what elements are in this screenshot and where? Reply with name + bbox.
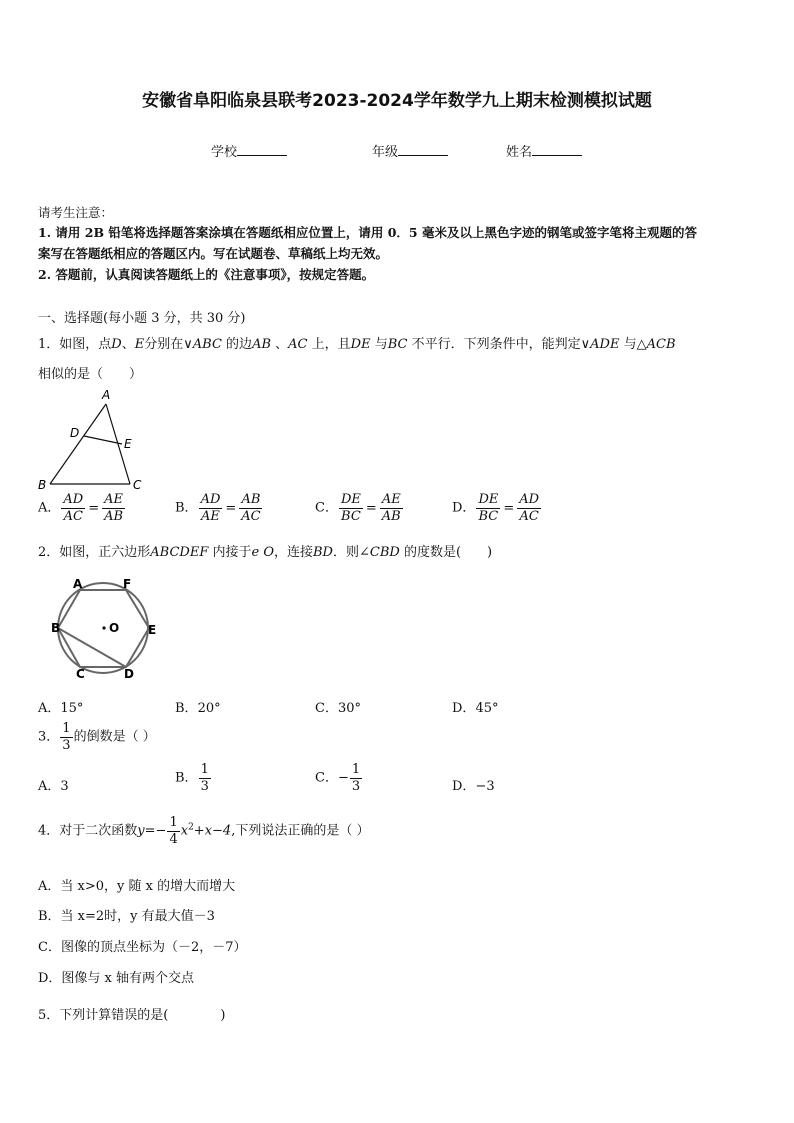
q4-option-d[interactable]: D．图像与 x 轴有两个交点 [38,971,195,986]
option-label: A． [38,701,61,716]
q4-text: ,下列说法正确的是（ ） [231,823,370,839]
label-e: E [148,623,157,637]
grade-label: 年级 [372,145,399,160]
q2-var: e O [251,545,274,560]
fraction: $\frac{AD}{AC}$ [519,492,540,524]
question-1-stem [38,333,676,352]
q1-text: 的边 [226,337,253,352]
fraction: $\frac{1}{3}$ [351,762,361,794]
question-1-line2: 相似的是（ ） [38,367,143,382]
q1-var: AC [288,337,308,352]
q1-text: 与 [623,337,637,352]
q2-text: 内接于 [212,545,252,560]
label-c: C [76,667,85,681]
q2-var: ∠CBD [359,545,400,560]
q2-option-c[interactable] [315,697,361,716]
section-heading: 一、选择题(每小题 3 分，共 30 分) [38,311,246,326]
option-label: B． [175,500,198,516]
label-d: D [70,426,80,440]
q2-text: 2．如图，正六边形 [38,545,151,560]
q1-option-c[interactable]: C． $\frac{DE}{BC}$ = $\frac{AE}{AB}$ [315,492,401,524]
school-blank [237,143,287,156]
q2-option-d[interactable] [452,697,498,716]
q2-var: ABCDEF [150,545,209,560]
option-text: −3 [475,779,495,794]
option-label: B． [175,701,198,716]
fraction: $\frac{1}{3}$ [62,721,71,753]
q4-exponent: 2 [188,822,194,833]
q1-text: 不平行．下列条件中，能判定 [411,337,581,352]
question-2-stem [38,541,492,560]
q1-var: ∨ABC [183,337,222,352]
q1-option-a[interactable]: A． $\frac{AD}{AC}$ = $\frac{AE}{AB}$ [38,492,124,524]
option-label: C． [315,770,338,786]
option-label: C． [315,500,338,516]
q1-option-d[interactable]: D． $\frac{DE}{BC}$ = $\frac{AD}{AC}$ [452,492,540,524]
q2-option-a[interactable] [38,697,83,716]
q3-text: 的倒数是（ ） [73,729,156,745]
label-a: A [102,388,111,402]
name-field [506,141,582,160]
option-label: A． [38,779,61,794]
center-point [102,626,105,629]
fraction: $\frac{AD}{AE}$ [200,492,221,524]
q2-text: ．则 [332,545,359,560]
fraction: $\frac{DE}{BC}$ [478,492,499,524]
fraction: $\frac{AE}{AB}$ [104,492,124,524]
hexagon-figure [48,574,164,684]
notes-line-2: 2. 答题前，认真阅读答题纸上的《注意事项》，按规定答题。 [38,267,375,282]
fraction: $\frac{AB}{AC}$ [241,492,261,524]
q1-text: 1．如图，点 [38,337,112,352]
q1-text: 、 [121,337,135,352]
q1-text: 、 [275,337,289,352]
q3-option-d[interactable] [452,775,495,794]
fraction: $\frac{AD}{AC}$ [63,492,84,524]
q2-text: 的度数是( ) [403,545,493,560]
q3-option-b[interactable] [175,763,212,793]
label-f: F [123,577,132,591]
q1-text: 分别在 [144,337,184,352]
notes-heading: 请考生注意： [38,205,114,220]
question-4-stem [38,816,369,846]
q1-var: D [111,337,122,352]
label-a: A [73,577,83,591]
q2-text: ，连接 [273,545,313,560]
q1-text: 与 [374,337,388,352]
label-c: C [133,478,142,492]
fraction: $\frac{DE}{BC}$ [340,492,361,524]
label-d: D [124,667,134,681]
school-field [211,141,287,160]
q1-text: 上，且 [311,337,351,352]
grade-blank [398,143,448,156]
option-text: 20° [197,701,221,716]
label-o: O [109,621,120,635]
q1-var: BC [387,337,408,352]
option-label: C． [315,701,338,716]
option-text: 30° [337,701,361,716]
name-blank [532,143,582,156]
q3-option-a[interactable] [38,775,69,794]
option-label: B． [175,770,198,786]
name-label: 姓名 [506,145,533,160]
grade-field [372,141,448,160]
q1-option-b[interactable]: B． $\frac{AD}{AE}$ = $\frac{AB}{AC}$ [175,492,261,524]
q2-option-b[interactable] [175,697,221,716]
q4-option-c[interactable]: C．图像的顶点坐标为（－2，－7） [38,940,247,955]
option-label: A． [38,500,61,516]
q3-text: 3． [38,729,60,745]
option-text: 45° [475,701,499,716]
school-label: 学校 [211,145,238,160]
option-text: 15° [60,701,84,716]
side-ab [50,404,106,484]
q3-option-c[interactable] [315,763,363,793]
option-text: 3 [60,779,69,794]
question-3-stem [38,722,156,752]
question-5-stem: 5．下列计算错误的是( ) [38,1008,226,1023]
q2-var: BD [313,545,333,560]
q1-var: ∨ADE [580,337,620,352]
page-title: 安徽省阜阳临泉县联考2023-2024学年数学九上期末检测模拟试题 [142,91,652,111]
label-b: B [51,621,61,635]
q4-option-a[interactable]: A．当 x>0，y 随 x 的增大而增大 [38,879,236,894]
triangle-figure [34,386,150,492]
fraction: $\frac{AE}{AB}$ [381,492,401,524]
notes-line-1a: 1. 请用 2B 铅笔将选择题答案涂填在答题纸相应位置上，请用 0．5 毫米及以上黑色字迹的钢笔或签字笔将主观题的答 [38,225,697,240]
option-label: D． [452,701,476,716]
q4-option-b[interactable]: B．当 x=2时，y 有最大值－3 [38,909,215,924]
q4-var: +x−4 [193,823,232,839]
fraction: $\frac{1}{4}$ [169,815,178,847]
q1-var: △ACB [636,337,676,352]
label-e: E [124,437,132,451]
notes-line-1b: 案写在答题纸相应的答题区内。写在试题卷、草稿纸上均无效。 [38,246,389,261]
q4-var: y [137,823,145,839]
option-sign: − [337,770,349,786]
q4-text: =− [144,823,167,839]
q1-var: DE [350,337,371,352]
fraction: $\frac{1}{3}$ [200,762,209,794]
q1-var: E [134,337,145,352]
option-label: D． [452,500,476,516]
q4-text: 4．对于二次函数 [38,823,138,839]
q4-var: x [180,823,189,839]
option-label: D． [452,779,476,794]
q1-var: AB [252,337,272,352]
label-b: B [38,478,47,492]
